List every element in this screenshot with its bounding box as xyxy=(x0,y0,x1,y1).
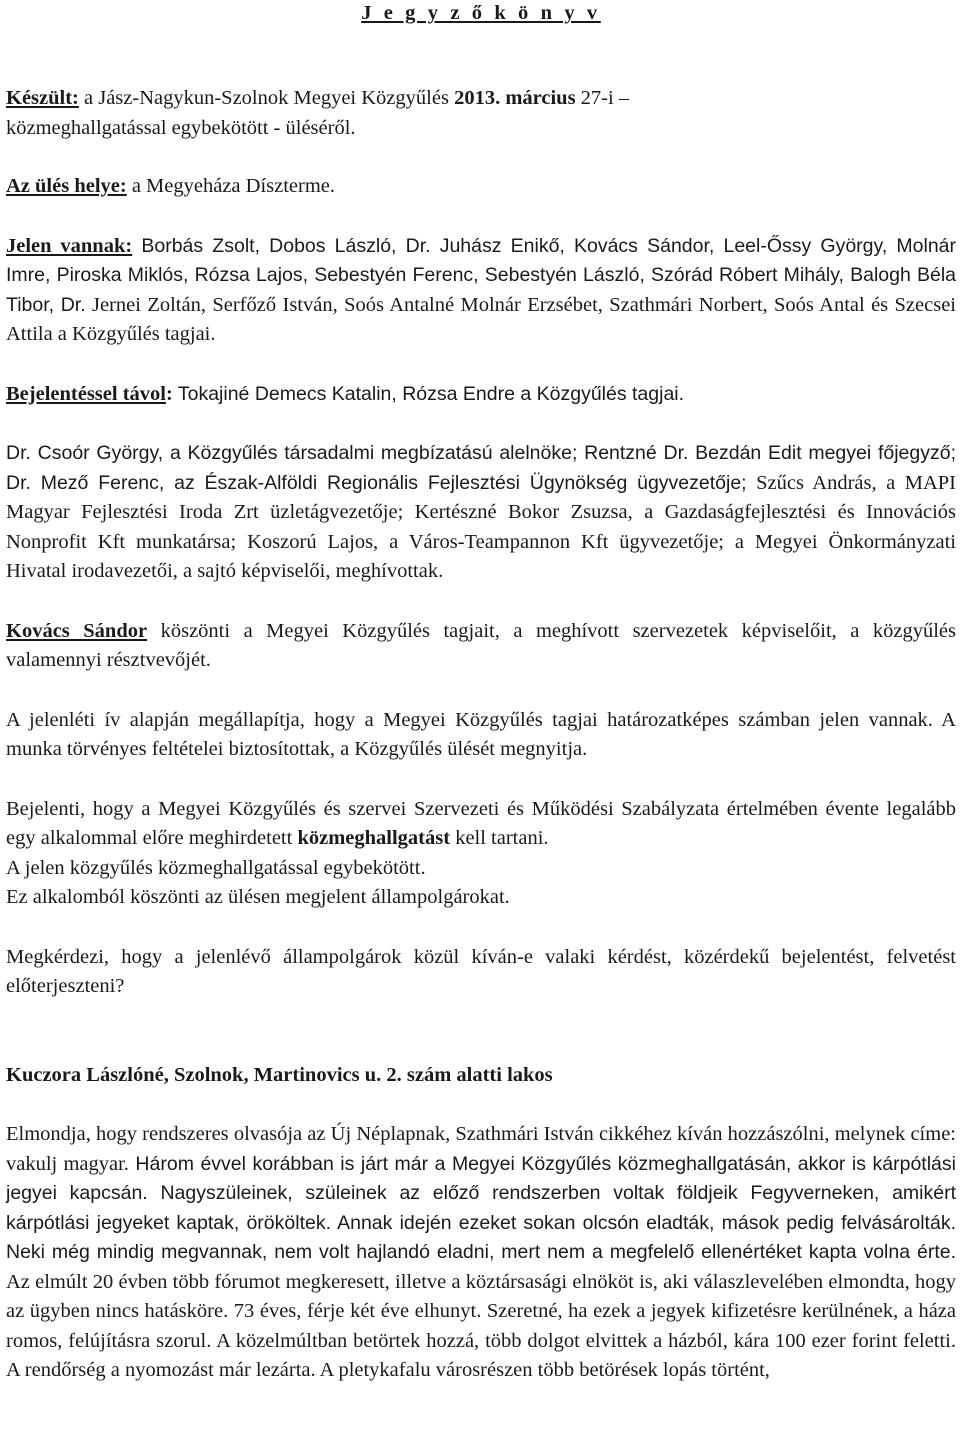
made-paragraph xyxy=(6,84,956,143)
greeting-name: Kovács Sándor xyxy=(6,619,148,642)
announce-paragraph xyxy=(6,795,956,854)
made-label: Készült: xyxy=(6,87,79,109)
greeting-paragraph xyxy=(6,617,956,676)
question-paragraph: Megkérdezi, hogy a jelenlévő állampolgárok közül kíván-e valaki kérdést, közérdekű bejelentést, felvetést előterjeszteni? xyxy=(6,945,956,997)
document-page xyxy=(6,0,956,1386)
announce-line-4: Ez alkalomból köszönti az ülésen megjelent állampolgárokat. xyxy=(6,886,510,908)
venue-paragraph xyxy=(6,172,956,202)
quorum-paragraph: A jelenléti ív alapján megállapítja, hogy a Megyei Közgyűlés tagjai határozatképes számban jelen vannak. A munka törvényes feltételei biztosítottak, a Közgyűlés ülését megnyitja. xyxy=(6,708,956,760)
present-paragraph xyxy=(6,232,956,350)
present-text-2: Jernei Zoltán, Serfőző István, Soós Antalné Molnár Erzsébet, Szathmári Norbert, Soós Antal és Szecsei Attila a Közgyűlés tagjai. xyxy=(6,293,956,345)
speech-paragraph xyxy=(6,1120,956,1386)
venue-label: Az ülés helye: xyxy=(6,175,127,197)
venue-text: a Megyeháza Díszterme. xyxy=(126,175,336,197)
speech-part-2: Három évvel korábban is járt már a Megyei Közgyűlés közmeghallgatásán, akkor is kárpótlási jegyei kapcsán. Nagyszüleinek, szüleinek az előző rendszerben voltak földjeik Fegyverneken, amikért kárpótlási jegyeket kaptak, örököltek. Annak idején ezeket sokan olcsón eladták, mások pedig felvásárolták. Neki még mindig megvannak, nem volt hajlandó eladni, mert nem a megfelelő ellenértéket kapta volna érte. xyxy=(6,1152,956,1263)
made-line2: közmeghallgatással egybekötött - üléséről. xyxy=(6,116,356,139)
greeting-text: köszönti a Megyei Közgyűlés tagjait, a meghívott szervezetek képviselőit, a közgyűlés valamennyi résztvevőjét. xyxy=(6,619,956,671)
absent-colon: : xyxy=(165,382,173,405)
present-text: Borbás Zsolt, Dobos László, Dr. Juhász Enikő, Kovács Sándor, Leel-Őssy György, Molnár Imre, Piroska Miklós, Rózsa Lajos, Sebestyén Ferenc, Sebestyén László, Szórád Róbert Mihály, Balogh Béla Tibor, Dr. xyxy=(6,234,956,316)
invited-text-sans: Dr. Csoór György, a Közgyűlés társadalmi megbízatású alelnöke; Rentzné Dr. Bezdán Edit megyei főjegyző; Dr. Mező Ferenc, az Észak-Alföldi Regionális Fejlesztési Ügynökség ügyvezetője; xyxy=(6,442,956,494)
speech-part-1: Elmondja, hogy rendszeres olvasója az Új Néplapnak, Szathmári István cikkéhez kíván hozzászólni, melynek címe: vakulj magyar. xyxy=(6,1123,956,1175)
invited-text: Szűcs András, a MAPI Magyar Fejlesztési Iroda Zrt üzletágvezetője; Kertészné Bokor Zsuzsa, a Gazdaságfejlesztési és Innovációs Nonprofit Kft munkatársa; Koszorú Lajos, a Város-Teampannon Kft ügyvezetője; a Megyei Önkormányzati Hivatal irodavezetői, a sajtó képviselői, meghívottak. xyxy=(6,471,956,582)
announce-text-1: Bejelenti, hogy a Megyei Közgyűlés és szervei Szervezeti és Működési Szabályzata értelmében évente legalább egy alkalommal előre meghirdetett xyxy=(6,797,956,849)
made-text: a Jász-Nagykun-Szolnok Megyei Közgyűlés xyxy=(78,87,455,109)
document-title: J e g y z ő k ö n y v xyxy=(361,2,601,24)
absent-text: Tokajiné Demecs Katalin, Rózsa Endre a Közgyűlés tagjai. xyxy=(172,382,685,405)
invited-paragraph xyxy=(6,439,956,587)
speech-part-3: Az elmúlt 20 évben több fórumot megkeresett, illetve a köztársasági elnököt is, aki válaszlevelében elmondta, hogy az ügyben nincs hatásköre. 73 éves, férje két éve elhunyt. Szeretné, ha ezek a jegyek kifizetésre kerülnének, a háza romos, felújításra szorul. A közelmúltban betörtek hozzá, több dolgot elvittek a házból, kára 100 ezer forint feletti. A rendőrség a nyomozást már lezárta. A pletykafalu városrészen több betörések lopás történt, xyxy=(6,1270,956,1381)
speaker-heading: Kuczora Lászlóné, Szolnok, Martinovics u. 2. szám alatti lakos xyxy=(6,1063,553,1086)
announce-text-2: kell tartani. xyxy=(450,827,549,849)
absent-paragraph xyxy=(6,380,956,410)
announce-line-3: A jelen közgyűlés közmeghallgatással egybekötött. xyxy=(6,856,426,879)
made-date: 2013. március xyxy=(454,87,576,109)
absent-label: Bejelentéssel távol xyxy=(6,382,166,405)
made-post: 27-i – xyxy=(575,87,630,109)
announce-bold: közmeghallgatást xyxy=(297,827,451,849)
present-label: Jelen vannak: xyxy=(6,234,133,257)
